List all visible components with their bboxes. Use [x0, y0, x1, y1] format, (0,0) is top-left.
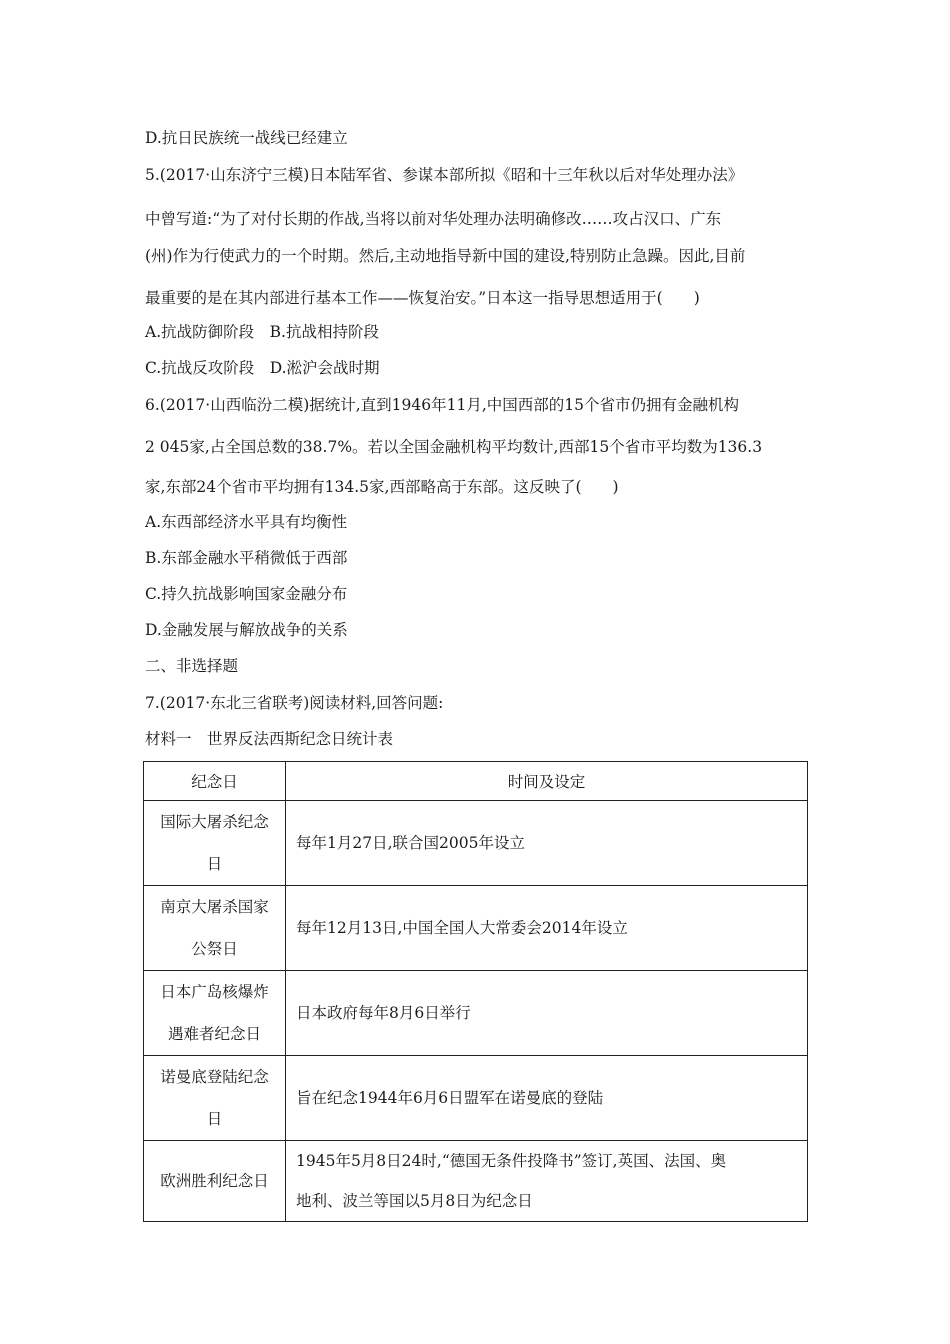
table-row — [144, 1056, 808, 1141]
table-row — [144, 801, 808, 886]
question-6-option-a: A.东西部经济水平具有均衡性 — [145, 513, 348, 531]
question-6-line-3: 家,东部24个省市平均拥有134.5家,西部略高于东部。这反映了( ) — [145, 478, 619, 496]
memorial-description-cell: 每年1月27日,联合国2005年设立 — [286, 801, 808, 886]
memorial-name-cell — [144, 886, 286, 971]
memorial-description-cell: 日本政府每年8月6日举行 — [286, 971, 808, 1056]
table-header-row — [144, 762, 808, 801]
option-d-q4: D.抗日民族统一战线已经建立 — [145, 129, 348, 147]
memorial-name-line: 公祭日 — [191, 940, 238, 958]
table-header-cell: 纪念日 — [144, 762, 286, 801]
question-6-option-b: B.东部金融水平稍微低于西部 — [145, 549, 348, 567]
memorial-name-cell — [144, 1056, 286, 1141]
memorial-name-line: 南京大屠杀国家 — [160, 898, 269, 916]
memorial-description-cell — [286, 1141, 808, 1222]
table-row — [144, 886, 808, 971]
table-row — [144, 971, 808, 1056]
memorial-description-cell: 旨在纪念1944年6月6日盟军在诺曼底的登陆 — [286, 1056, 808, 1141]
question-5-line-3: (州)作为行使武力的一个时期。然后,主动地指导新中国的建设,特别防止急躁。因此,目前 — [145, 247, 746, 265]
memorial-name-line: 日 — [206, 855, 223, 873]
table-caption: 材料一 世界反法西斯纪念日统计表 — [145, 730, 394, 748]
table-header-cell: 时间及设定 — [286, 762, 808, 801]
question-5-line-2: 中曾写道:“为了对付长期的作战,当将以前对华处理办法明确修改……攻占汉口、广东 — [145, 210, 722, 228]
memorial-day-table — [143, 761, 808, 1222]
memorial-name-line: 日 — [206, 1110, 223, 1128]
question-6-line-2: 2 045家,占全国总数的38.7%。若以全国金融机构平均数计,西部15个省市平均数为136.3 — [145, 438, 763, 456]
memorial-name-cell — [144, 971, 286, 1056]
question-7-line-1: 7.(2017·东北三省联考)阅读材料,回答问题: — [145, 694, 444, 712]
memorial-name-line: 遇难者纪念日 — [167, 1025, 261, 1043]
table-row — [144, 1141, 808, 1222]
question-5-line-1: 5.(2017·山东济宁三模)日本陆军省、参谋本部所拟《昭和十三年秋以后对华处理办法》 — [145, 166, 744, 184]
memorial-name-cell — [144, 801, 286, 886]
question-6-option-c: C.持久抗战影响国家金融分布 — [145, 585, 348, 603]
memorial-name-line: 诺曼底登陆纪念 — [160, 1068, 269, 1086]
question-5-line-4: 最重要的是在其内部进行基本工作——恢复治安。”日本这一指导思想适用于( ) — [145, 289, 700, 307]
question-5-options-ab: A.抗战防御阶段 B.抗战相持阶段 — [145, 323, 379, 341]
section-heading: 二、非选择题 — [145, 657, 239, 675]
question-5-options-cd: C.抗战反攻阶段 D.淞沪会战时期 — [145, 359, 380, 377]
memorial-description-line: 地利、波兰等国以5月8日为纪念日 — [296, 1192, 533, 1210]
memorial-name-line: 国际大屠杀纪念 — [160, 813, 269, 831]
memorial-name-cell: 欧洲胜利纪念日 — [144, 1141, 286, 1222]
memorial-description-cell: 每年12月13日,中国全国人大常委会2014年设立 — [286, 886, 808, 971]
memorial-description-line: 1945年5月8日24时,“德国无条件投降书”签订,英国、法国、奥 — [296, 1152, 727, 1170]
question-6-line-1: 6.(2017·山西临汾二模)据统计,直到1946年11月,中国西部的15个省市仍拥有金融机构 — [145, 396, 740, 414]
question-6-option-d: D.金融发展与解放战争的关系 — [145, 621, 348, 639]
memorial-name-line: 日本广岛核爆炸 — [160, 983, 269, 1001]
